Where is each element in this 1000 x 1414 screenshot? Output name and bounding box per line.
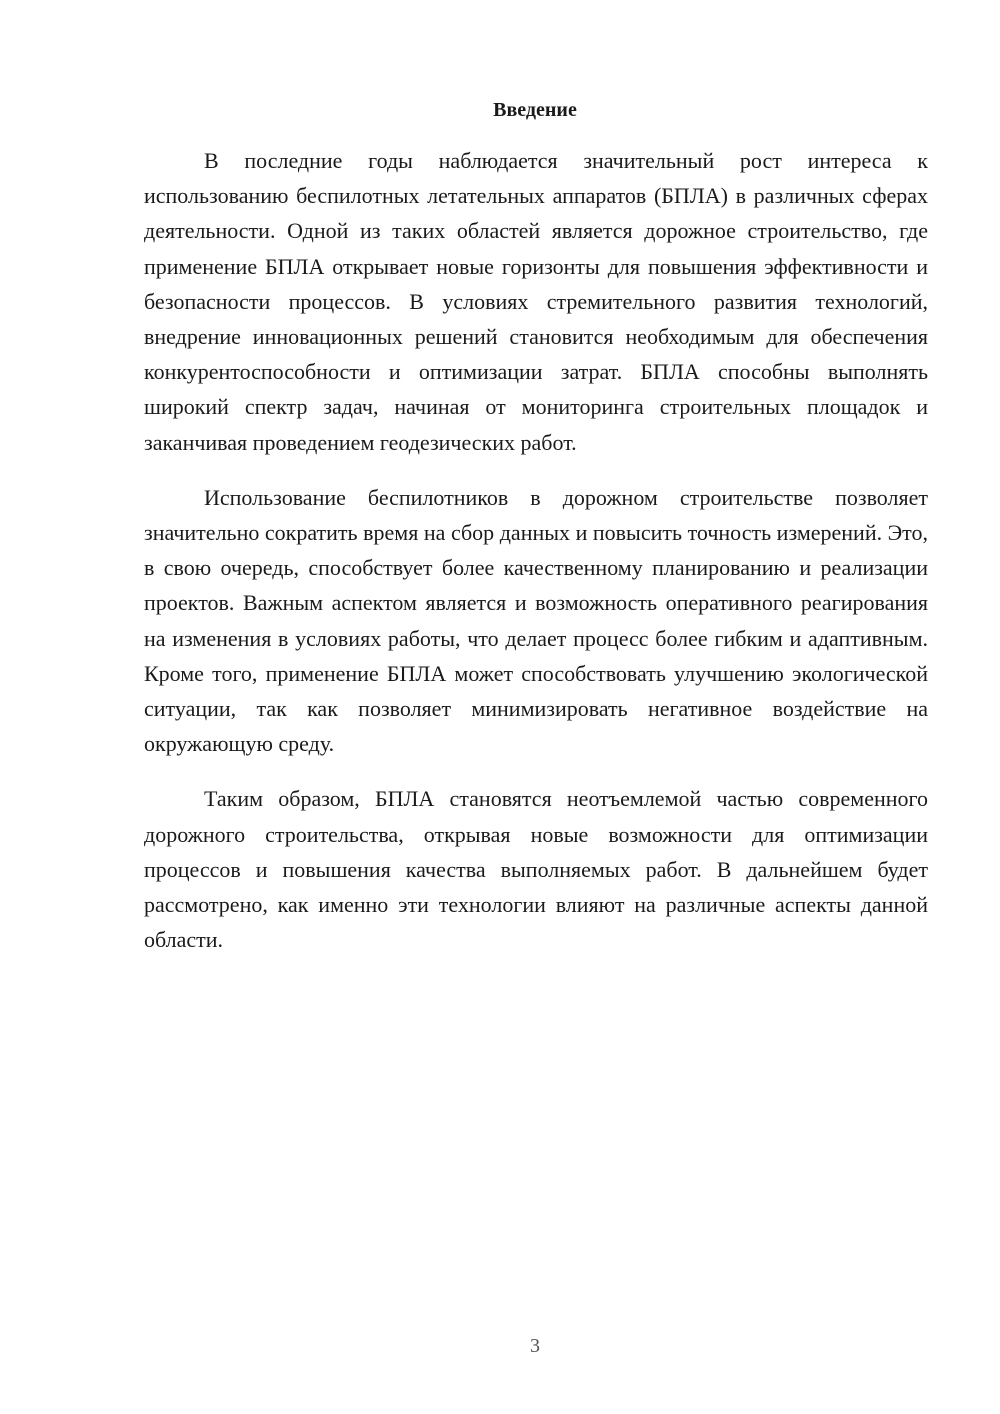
paragraph-3: Таким образом, БПЛА становятся неотъемлемой частью современного дорожного строительства, открывая новые возможности для оптимизации процессов и повышения качества выполняемых работ. В дальнейшем будет рассмотрено, как именно эти технологии влияют на различные аспекты данной области.	[144, 786, 928, 953]
section-heading: Введение	[493, 99, 577, 121]
body-text	[144, 143, 928, 977]
page-number: 3	[530, 1335, 540, 1357]
paragraph-1: В последние годы наблюдается значительный рост интереса к использованию беспилотных летательных аппаратов (БПЛА) в различных сферах деятельности. Одной из таких областей является дорожное строительство, где применение БПЛА открывает новые горизонты для повышения эффективности и безопасности процессов. В условиях стремительного развития технологий, внедрение инновационных решений становится необходимым для обеспечения конкурентоспособности и оптимизации затрат. БПЛА способны выполнять широкий спектр задач, начиная от мониторинга строительных площадок и заканчивая проведением геодезических работ.	[144, 148, 928, 455]
paragraph-2: Использование беспилотников в дорожном строительстве позволяет значительно сократить время на сбор данных и повысить точность измерений. Это, в свою очередь, способствует более качественному планированию и реализации проектов. Важным аспектом является и возможность оперативного реагирования на изменения в условиях работы, что делает процесс более гибким и адаптивным. Кроме того, применение БПЛА может способствовать улучшению экологической ситуации, так как позволяет минимизировать негативное воздействие на окружающую среду.	[144, 484, 928, 757]
